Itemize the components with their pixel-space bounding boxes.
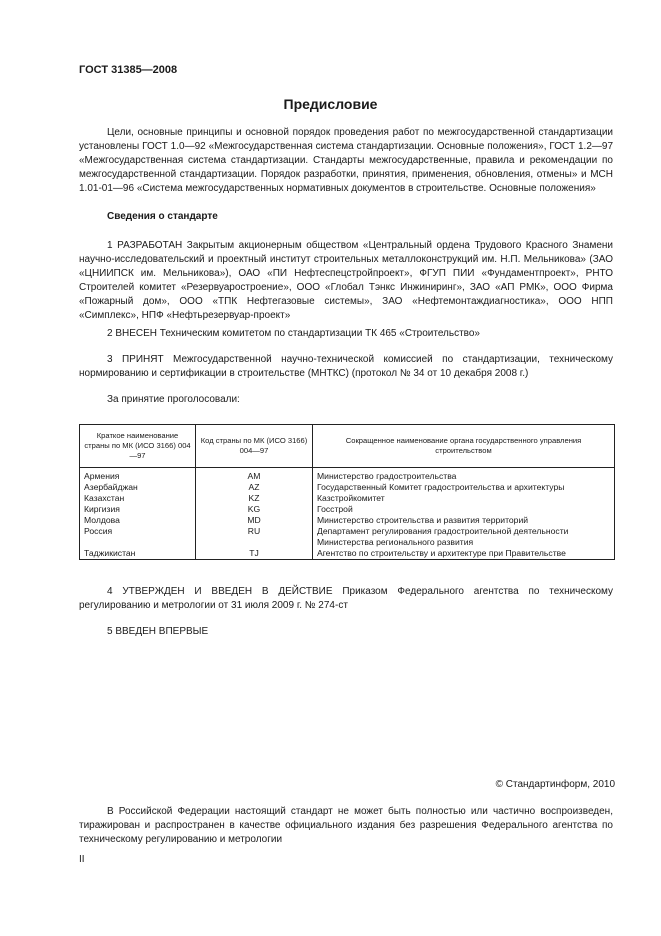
intro-paragraph: Цели, основные принципы и основной порядок проведения работ по межгосударственной стандартизации установлены ГОСТ 1.0—92 «Межгосударственная система стандартизации. Основные положения», ГОСТ 1.2—97 «Межгосударственная система стандартизации. Стандарты межгосударственные, правила и рекомендации по межгосударственной стандартизации. Порядок разработки, принятия, применения, обновления, отмены» и МСН 1.01-01—96 «Система межгосударственных нормативных документов в строительстве. Основные положения» [79,127,613,194]
table-row [80,482,615,493]
votes-table [79,424,615,560]
table-header-row [80,425,615,468]
cell-organization: Министерства регионального развития [313,537,615,548]
table-row [80,504,615,515]
cell-organization: Госстрой [313,504,615,515]
document-code: ГОСТ 31385—2008 [79,64,178,76]
table-row [80,468,615,483]
cell-code: TJ [196,548,313,560]
cell-country: Армения [80,468,196,483]
header-country: Краткое наименование страны по МК (ИСО 3166) 004—97 [80,425,196,468]
cell-code: AM [196,468,313,483]
cell-code [196,537,313,548]
cell-code: KG [196,504,313,515]
cell-country: Казахстан [80,493,196,504]
cell-code: AZ [196,482,313,493]
item-adopted: 3 ПРИНЯТ Межгосударственной научно-технической комиссией по стандартизации, техническому нормированию и сертификации в строительстве (МНТКС) (протокол № 34 от 10 декабря 2008 г.) [79,354,613,379]
cell-country: Киргизия [80,504,196,515]
standard-info-heading: Сведения о стандарте [107,211,218,222]
page-title: Предисловие [283,96,378,112]
cell-organization: Департамент регулирования градостроительной деятельности [313,526,615,537]
item-approved: 4 УТВЕРЖДЕН И ВВЕДЕН В ДЕЙСТВИЕ Приказом Федерального агентства по техническому регулированию и метрологии от 31 июля 2009 г. № 274-ст [79,586,613,611]
cell-country: Россия [80,526,196,537]
cell-country: Азербайджан [80,482,196,493]
cell-organization: Государственный Комитет градостроительства и архитектуры [313,482,615,493]
cell-country: Молдова [80,515,196,526]
voted-label: За принятие проголосовали: [107,394,240,405]
cell-organization: Казстройкомитет [313,493,615,504]
cell-country [80,537,196,548]
cell-organization: Министерство строительства и развития территорий [313,515,615,526]
cell-organization: Министерство градостроительства [313,468,615,483]
table-row [80,515,615,526]
page-number: II [79,854,85,865]
cell-code: KZ [196,493,313,504]
cell-organization: Агентство по строительству и архитектуре при Правительстве [313,548,615,560]
copyright-notice: © Стандартинформ, 2010 [495,779,615,790]
table-row [80,493,615,504]
cell-code: RU [196,526,313,537]
header-organization: Сокращенное наименование органа государственного управления строительством [313,425,615,468]
item-developed: 1 РАЗРАБОТАН Закрытым акционерным обществом «Центральный ордена Трудового Красного Знамени научно-исследовательский и проектный институт строительных металлоконструкций им. Н.П. Мельникова» (ЗАО «ЦНИИПСК им. Мельникова»), ОАО «ПИ Нефтеспецстройпроект», ФГУП ПИИ «Фундаментпроект», РНТО Строителей комитет «Резервуаростроение», ООО «Глобал Тэнкс Инжиниринг», ЗАО «АП РМК», ООО Фирма «Пожарный дом», ООО «ТПК Нефтегазовые системы», ЗАО «Нефтемонтаждиагностика», ООО НПП «Симплекс», НПФ «Нефтьрезервуар-проект» [79,240,613,321]
cell-country: Таджикистан [80,548,196,560]
item-first-introduced: 5 ВВЕДЕН ВПЕРВЫЕ [107,626,209,637]
header-code: Код страны по МК (ИСО 3166) 004—97 [196,425,313,468]
reproduction-notice: В Российской Федерации настоящий стандарт не может быть полностью или частично воспроизведен, тиражирован и распространен в качестве официального издания без разрешения Федерального агентства по техническому регулированию и метрологии [79,806,613,845]
table-row [80,548,615,560]
table-row [80,526,615,537]
cell-code: MD [196,515,313,526]
table-row [80,537,615,548]
item-introduced: 2 ВНЕСЕН Техническим комитетом по стандартизации ТК 465 «Строительство» [107,328,480,339]
